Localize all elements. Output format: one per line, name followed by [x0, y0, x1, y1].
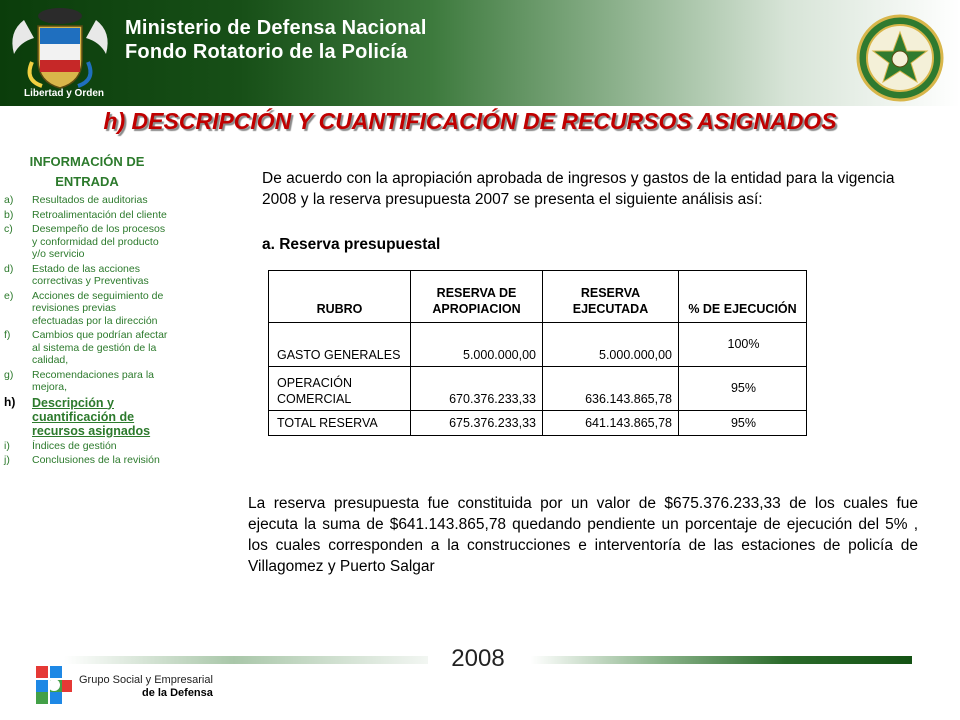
sidebar-item-label: Índices de gestión: [32, 439, 117, 452]
sidebar-heading: INFORMACIÓN DE ENTRADA: [29, 154, 145, 189]
ministry-line-2: Fondo Rotatorio de la Policía: [125, 41, 408, 63]
sidebar: [4, 152, 170, 469]
sidebar-item-label: Acciones de seguimiento de revisiones previas efectuadas por la dirección: [32, 289, 164, 327]
sidebar-item-b[interactable]: [4, 209, 170, 222]
ministry-title: [125, 16, 427, 64]
table-cell-porcentaje: 95%: [679, 367, 807, 411]
table-cell-porcentaje: 100%: [679, 323, 807, 367]
coat-of-arms-icon: [4, 2, 116, 102]
table-cell-apropiacion: 5.000.000,00: [411, 323, 543, 367]
group-name-line-2: de la Defensa: [141, 687, 213, 699]
table-cell-ejecutada: 5.000.000,00: [543, 323, 679, 367]
table-cell-ejecutada: 636.143.865,78: [543, 367, 679, 411]
table-cell-rubro: GASTO GENERALES: [269, 323, 411, 367]
table-row: [269, 323, 807, 367]
sidebar-item-label: Conclusiones de la revisión: [32, 454, 160, 466]
table-row-total: [269, 411, 807, 436]
sidebar-item-a[interactable]: [4, 194, 170, 207]
column-header-reserva-apropiacion: RESERVA DE APROPIACION: [411, 271, 543, 323]
reserve-table: [268, 270, 807, 436]
group-logo-icon: [34, 664, 74, 706]
sidebar-item-i[interactable]: [4, 440, 170, 453]
sidebar-item-label: Recomendaciones para la mejora,: [32, 368, 154, 393]
section-subheading: a. Reserva presupuestal: [262, 236, 441, 253]
table-cell-porcentaje: 95%: [679, 411, 807, 436]
sidebar-item-key: j): [4, 454, 10, 466]
sidebar-item-key: f): [4, 329, 11, 341]
police-seal-icon: [856, 14, 944, 102]
sidebar-item-key: i): [4, 439, 10, 452]
motto-text: Libertad y Orden: [23, 88, 104, 99]
sidebar-item-j[interactable]: [4, 454, 170, 467]
table-row: [269, 367, 807, 411]
sidebar-item-h-active[interactable]: [4, 396, 170, 438]
sidebar-item-label: Descripción y cuantificación de recursos asignados: [32, 395, 151, 438]
sidebar-item-f[interactable]: [4, 329, 170, 367]
sidebar-item-c[interactable]: [4, 223, 170, 261]
sidebar-item-key: a): [4, 194, 14, 206]
table-cell-rubro: OPERACIÓN COMERCIAL: [269, 367, 411, 411]
sidebar-item-e[interactable]: [4, 290, 170, 328]
sidebar-item-key: e): [4, 289, 14, 302]
ministry-line-1: Ministerio de Defensa Nacional: [125, 17, 427, 39]
sidebar-item-g[interactable]: [4, 369, 170, 394]
sidebar-item-key: h): [4, 394, 16, 409]
column-header-reserva-ejecutada: RESERVA EJECUTADA: [543, 271, 679, 323]
table-cell-rubro: TOTAL RESERVA: [269, 411, 411, 436]
column-header-ejecucion: % DE EJECUCIÓN: [679, 271, 807, 323]
sidebar-list: [4, 194, 170, 467]
closing-paragraph: La reserva presupuesta fue constituida por un valor de $675.376.233,33 de los cuales fue ejecuta la suma de $641.143.865,78 quedando pendiente un porcentaje de ejecución del 5% , los cuales corresponden a la construcciones e interventoría de las estaciones de policía de Villagomez y Puerto Salgar: [248, 495, 918, 575]
sidebar-item-key: d): [4, 262, 14, 275]
footer-year: 2008: [428, 645, 528, 673]
table-header-row: [269, 271, 807, 323]
table-cell-apropiacion: 675.376.233,33: [411, 411, 543, 436]
table-cell-ejecutada: 641.143.865,78: [543, 411, 679, 436]
group-name-line-1: Grupo Social y Empresarial: [79, 674, 213, 686]
intro-paragraph: De acuerdo con la apropiación aprobada de ingresos y gastos de la entidad para la vigencia 2008 y la reserva presupuesta 2007 se presenta el siguiente análisis así:: [262, 170, 895, 208]
slide-title: h) DESCRIPCIÓN Y CUANTIFICACIÓN DE RECURSOS ASIGNADOS: [103, 108, 837, 134]
sidebar-item-label: Cambios que podrían afectar al sistema de gestión de la calidad,: [32, 329, 168, 366]
sidebar-item-key: c): [4, 223, 13, 235]
sidebar-item-key: g): [4, 368, 14, 381]
sidebar-item-label: Desempeño de los procesos y conformidad del producto y/o servicio: [32, 223, 166, 260]
sidebar-item-label: Retroalimentación del cliente: [32, 208, 167, 221]
header-band: [0, 0, 960, 106]
table-cell-apropiacion: 670.376.233,33: [411, 367, 543, 411]
sidebar-item-label: Estado de las acciones correctivas y Preventivas: [32, 262, 149, 287]
column-header-rubro: RUBRO: [269, 271, 411, 323]
group-name: [79, 674, 213, 700]
sidebar-item-label: Resultados de auditorias: [32, 194, 148, 206]
sidebar-item-d[interactable]: [4, 263, 170, 288]
sidebar-item-key: b): [4, 208, 14, 221]
